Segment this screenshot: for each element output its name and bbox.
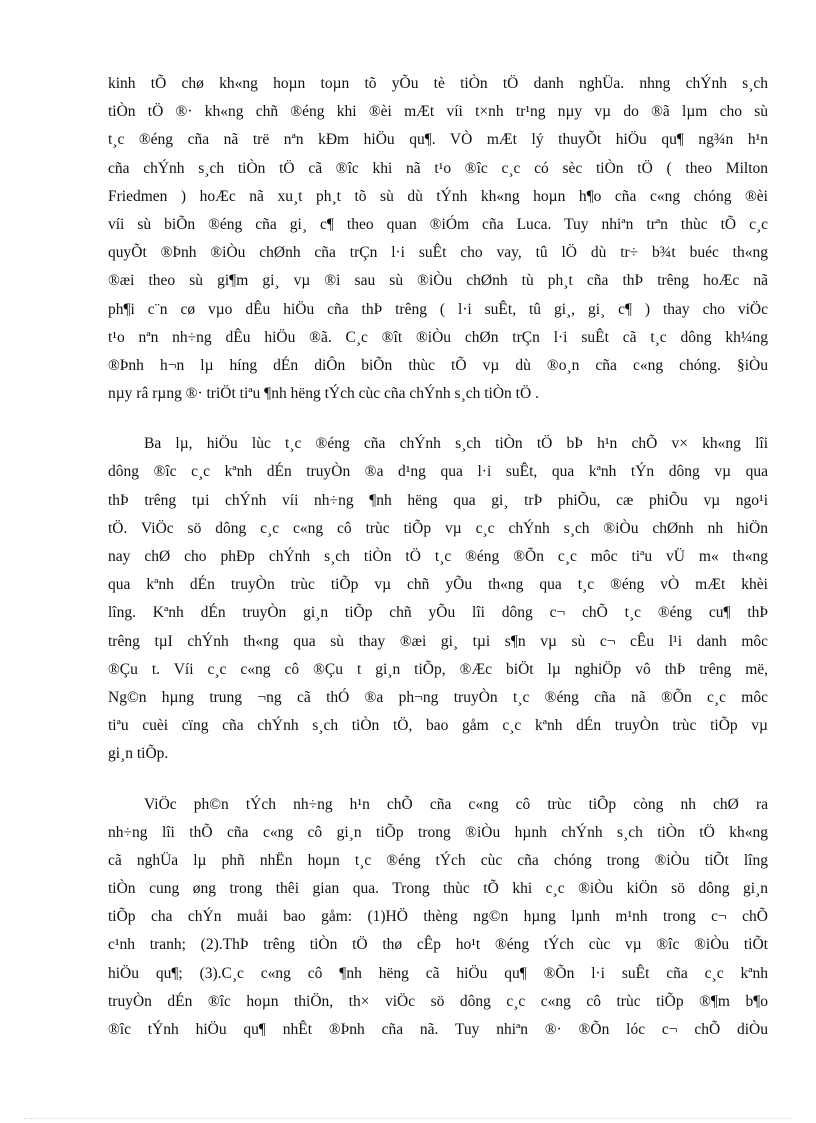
text-line: ph¶i c¨n cø vµo dÊu hiÖu cña thÞ trêng ( l·i suÊt, tû gi¸, gi¸ c¶ ) thay cho viÖc bbox=[108, 300, 768, 318]
text-line: ®æi theo sù gi¶m gi¸ vµ ®i sau sù ®iÒu chØnh tù ph¸t cña thÞ trêng hoÆc nã bbox=[108, 272, 768, 290]
text-line: t¸c ®éng cña nã trë nªn kÐm hiÖu qu¶. VÒ mÆt lý thuyÕt hiÖu qu¶ ng¾n h¹n bbox=[108, 131, 768, 149]
text-line: quyÕt ®Þnh ®iÒu chØnh cña trÇn l·i suÊt cho vay, tû lÖ dù tr÷ b¾t buéc th«ng bbox=[108, 244, 768, 262]
text-line: dông ®îc c¸c kªnh dÉn truyÒn ®a d¹ng qua l·i suÊt, qua kªnh tÝn dông vµ qua bbox=[108, 463, 768, 481]
text-line: tiÒn cung øng trong thêi gian qua. Trong thùc tÕ khi c¸c ®iÒu kiÖn sö dông gi¸n bbox=[108, 880, 768, 898]
text-line: Friedmen ) hoÆc nã xu¸t ph¸t tõ sù dù tÝnh kh«ng hoµn h¶o cña c«ng chóng ®èi bbox=[108, 187, 768, 205]
text-line: nay chØ cho phÐp chÝnh s¸ch tiÒn tÖ t¸c ®éng ®Õn c¸c môc tiªu vÜ m« th«ng bbox=[108, 548, 768, 565]
text-line: tiÒn tÖ ®· kh«ng chñ ®éng khi ®èi mÆt víi t×nh tr¹ng nµy vµ do ®ã lµm cho sù bbox=[108, 103, 768, 121]
text-line: gi¸n tiÕp. bbox=[108, 745, 169, 763]
text-line: víi sù biÕn ®éng cña gi¸ c¶ theo quan ®iÓm cña Luca. Tuy nhiªn trªn thùc tÕ c¸c bbox=[108, 215, 768, 233]
text-line: ®îc tÝnh hiÖu qu¶ nhÊt ®Þnh cña nã. Tuy nhiªn ®· ®Õn lóc c¬ chÕ diÒu bbox=[108, 1021, 768, 1038]
text-line: lîng. Kªnh dÉn truyÒn gi¸n tiÕp chñ yÕu lîi dông c¬ chÕ t¸c ®éng cu¶ thÞ bbox=[108, 604, 768, 622]
text-line: ViÖc ph©n tÝch nh÷ng h¹n chÕ cña c«ng cô trùc tiÕp còng nh chØ ra bbox=[144, 795, 768, 813]
text-line: tiªu cuèi cïng cña chÝnh s¸ch tiÒn tÖ, bao gåm c¸c kªnh dÉn truyÒn trùc tiÕp vµ bbox=[108, 717, 768, 735]
paragraph-1 bbox=[108, 70, 768, 408]
body-text bbox=[108, 70, 768, 1044]
text-line: trêng tµI chÝnh th«ng qua sù thay ®æi gi¸ tµi s¶n vµ sù c¬ cÊu l¹i danh môc bbox=[108, 632, 768, 650]
text-line: cã nghÜa lµ phñ nhËn hoµn t¸c ®éng tÝch cùc cña chóng trong ®iÒu tiÕt lîng bbox=[108, 851, 768, 869]
text-line: tiÕp cha chÝn muåi bao gåm: (1)HÖ thèng ng©n hµng lµnh m¹nh trong c¬ chÕ bbox=[108, 908, 768, 926]
text-line: kinh tÕ chø kh«ng hoµn toµn tõ yÕu tè tiÒn tÖ danh nghÜa. nhng chÝnh s¸ch bbox=[108, 75, 768, 92]
text-line: truyÒn dÉn ®îc hoµn thiÖn, th× viÖc sö dông c¸c c«ng cô trùc tiÕp ®¶m b¶o bbox=[108, 992, 768, 1010]
text-line: t¹o nªn nh÷ng dÊu hiÖu ®ã. C¸c ®ît ®iÒu chØn trÇn l·i suÊt cã t¸c dông kh¼ng bbox=[108, 328, 768, 346]
text-line: nh÷ng lîi thÕ cña c«ng cô gi¸n tiÕp trong ®iÒu hµnh chÝnh s¸ch tiÒn tÖ kh«ng bbox=[108, 823, 768, 841]
text-line: ®Çu t. Víi c¸c c«ng cô ®Çu t gi¸n tiÕp, ®Æc biÖt lµ nghiÖp vô thÞ trêng më, bbox=[108, 660, 768, 678]
text-line: nµy râ rµng ®· triÖt tiªu ¶nh hëng tÝch cùc cña chÝnh s¸ch tiÒn tÖ . bbox=[108, 385, 539, 403]
page-bottom-rule bbox=[24, 1118, 792, 1119]
text-line: ®Þnh h¬n lµ híng dÉn diÔn biÕn thùc tÕ vµ dù ®o¸n cña c«ng chóng. §iÒu bbox=[108, 356, 768, 374]
paragraph-2 bbox=[108, 430, 768, 768]
paragraph-3 bbox=[108, 791, 768, 1045]
text-line: Ng©n hµng trung ¬ng cã thÓ ®a ph¬ng truyÒn t¸c ®éng cña nã ®Õn c¸c môc bbox=[108, 688, 768, 706]
text-line: cña chÝnh s¸ch tiÒn tÖ cã ®îc khi nã t¹o ®îc c¸c có sèc tiÒn tÖ ( theo Milton bbox=[108, 159, 768, 177]
text-line: thÞ trêng tµi chÝnh víi nh÷ng ¶nh hëng qua gi¸ trÞ phiÕu, cæ phiÕu vµ ngo¹i bbox=[108, 491, 768, 509]
text-line: qua kªnh dÉn truyÒn trùc tiÕp vµ chñ yÕu th«ng qua t¸c ®éng vÒ mÆt khèi bbox=[108, 576, 768, 594]
text-line: Ba lµ, hiÖu lùc t¸c ®éng cña chÝnh s¸ch tiÒn tÖ bÞ h¹n chÕ v× kh«ng lîi bbox=[144, 435, 768, 453]
text-line: tÖ. ViÖc sö dông c¸c c«ng cô trùc tiÕp vµ c¸c chÝnh s¸ch ®iÒu chØnh nh hiÖn bbox=[108, 519, 768, 537]
text-line: c¹nh tranh; (2).ThÞ trêng tiÒn tÖ thø cÊp ho¹t ®éng tÝch cùc vµ ®îc ®iÒu tiÕt bbox=[108, 936, 768, 954]
text-line: hiÖu qu¶; (3).C¸c c«ng cô ¶nh hëng cã hiÖu qu¶ ®Õn l·i suÊt cña c¸c kªnh bbox=[108, 964, 768, 982]
